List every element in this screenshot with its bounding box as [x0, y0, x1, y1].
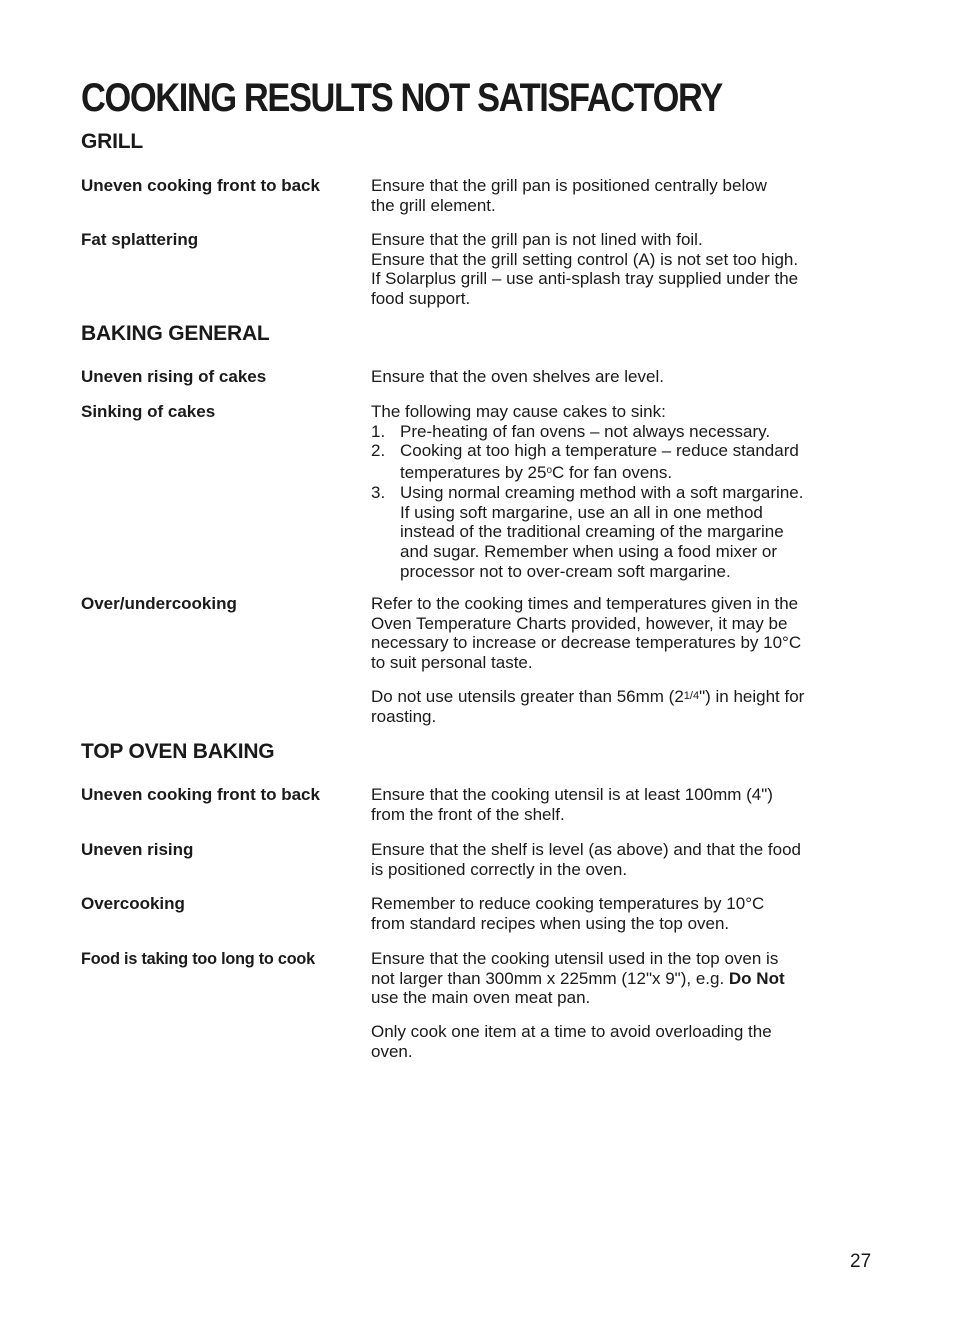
text-line: If Solarplus grill – use anti-splash tray supplied under the	[371, 269, 799, 289]
solution-text	[371, 949, 861, 1062]
text-line: necessary to increase or decrease temperatures by 10°C	[371, 633, 802, 653]
text-line: to suit personal taste.	[371, 653, 533, 673]
list-number: 1.	[371, 421, 386, 441]
solution-text	[371, 367, 861, 387]
text-line: the grill element.	[371, 195, 496, 215]
section-heading-grill: GRILL	[81, 130, 143, 153]
text-line: is positioned correctly in the oven.	[371, 859, 628, 879]
section-heading-baking-general: BAKING GENERAL	[81, 322, 270, 345]
text-line: food support.	[371, 289, 471, 309]
problem-label: Uneven rising of cakes	[81, 367, 267, 386]
text-line: Ensure that the cooking utensil used in the top oven is	[371, 949, 779, 968]
solution-text	[371, 230, 861, 309]
text-line	[371, 687, 861, 707]
text-fragment: Do not use utensils greater than 56mm (2	[371, 686, 684, 706]
text-line: Only cook one item at a time to avoid overloading the	[371, 1022, 772, 1042]
text-line: instead of the traditional creaming of the margarine	[400, 522, 784, 542]
list-item	[371, 483, 861, 582]
text-line: Ensure that the cooking utensil is at least 100mm (4")	[371, 785, 773, 804]
fraction: 1/4	[683, 689, 700, 702]
problem-label: Uneven rising	[81, 840, 194, 859]
text-line: temperatures by 25	[400, 463, 547, 483]
text-line: and sugar. Remember when using a food mixer or	[400, 541, 778, 561]
text-line: processor not to over-cream soft margarine.	[400, 561, 731, 581]
solution-text	[371, 894, 861, 933]
text-line: Cooking at too high a temperature – reduce standard	[400, 441, 799, 461]
text-line: Ensure that the grill pan is positioned centrally below	[371, 176, 767, 195]
degree-symbol: o	[546, 465, 553, 477]
list-number: 3.	[371, 482, 386, 502]
text-line: from the front of the shelf.	[371, 804, 565, 824]
text-fragment: not larger than 300mm x 225mm (12"x 9"), e.g.	[371, 968, 729, 988]
text-line: roasting.	[371, 706, 437, 726]
text-line: Ensure that the shelf is level (as above) and that the food	[371, 840, 801, 859]
text-fragment: ") in height for	[699, 686, 805, 706]
list-item	[371, 441, 861, 482]
text-line: Oven Temperature Charts provided, however, it may be	[371, 613, 788, 633]
text-line: use the main oven meat pan.	[371, 988, 591, 1008]
problem-label: Fat splattering	[81, 230, 199, 249]
section-heading-top-oven-baking: TOP OVEN BAKING	[81, 740, 275, 763]
text-line: Pre-heating of fan ovens – not always necessary.	[400, 421, 771, 441]
solution-text	[371, 594, 861, 726]
problem-label: Sinking of cakes	[81, 402, 216, 421]
text-line: from standard recipes when using the top oven.	[371, 913, 730, 933]
text-line: If using soft margarine, use an all in one method	[400, 502, 763, 522]
solution-text	[371, 402, 861, 581]
page-title: COOKING RESULTS NOT SATISFACTORY	[81, 76, 722, 120]
text-line: Refer to the cooking times and temperatures given in the	[371, 594, 799, 613]
text-line	[371, 969, 861, 989]
problem-label: Food is taking too long to cook	[81, 950, 315, 968]
text-line: oven.	[371, 1041, 413, 1061]
solution-text	[371, 176, 861, 215]
cause-list	[371, 422, 861, 582]
page-number: 27	[850, 1251, 872, 1272]
text-line: Ensure that the oven shelves are level.	[371, 367, 664, 386]
problem-label: Overcooking	[81, 894, 185, 913]
solution-text	[371, 840, 861, 879]
solution-text	[371, 785, 861, 824]
text-line: Ensure that the grill pan is not lined with foil.	[371, 230, 703, 249]
list-item	[371, 422, 861, 442]
problem-label: Uneven cooking front to back	[81, 176, 320, 195]
text-line: C for fan ovens.	[552, 463, 673, 483]
text-line: Using normal creaming method with a soft margarine.	[400, 482, 804, 502]
text-line: Remember to reduce cooking temperatures by 10°C	[371, 894, 765, 913]
list-number: 2.	[371, 441, 386, 461]
text-line: Ensure that the grill setting control (A) is not set too high.	[371, 249, 799, 269]
text-line: The following may cause cakes to sink:	[371, 402, 666, 421]
emphasis-text: Do Not	[728, 968, 785, 988]
problem-label: Uneven cooking front to back	[81, 785, 320, 804]
problem-label: Over/undercooking	[81, 594, 237, 613]
